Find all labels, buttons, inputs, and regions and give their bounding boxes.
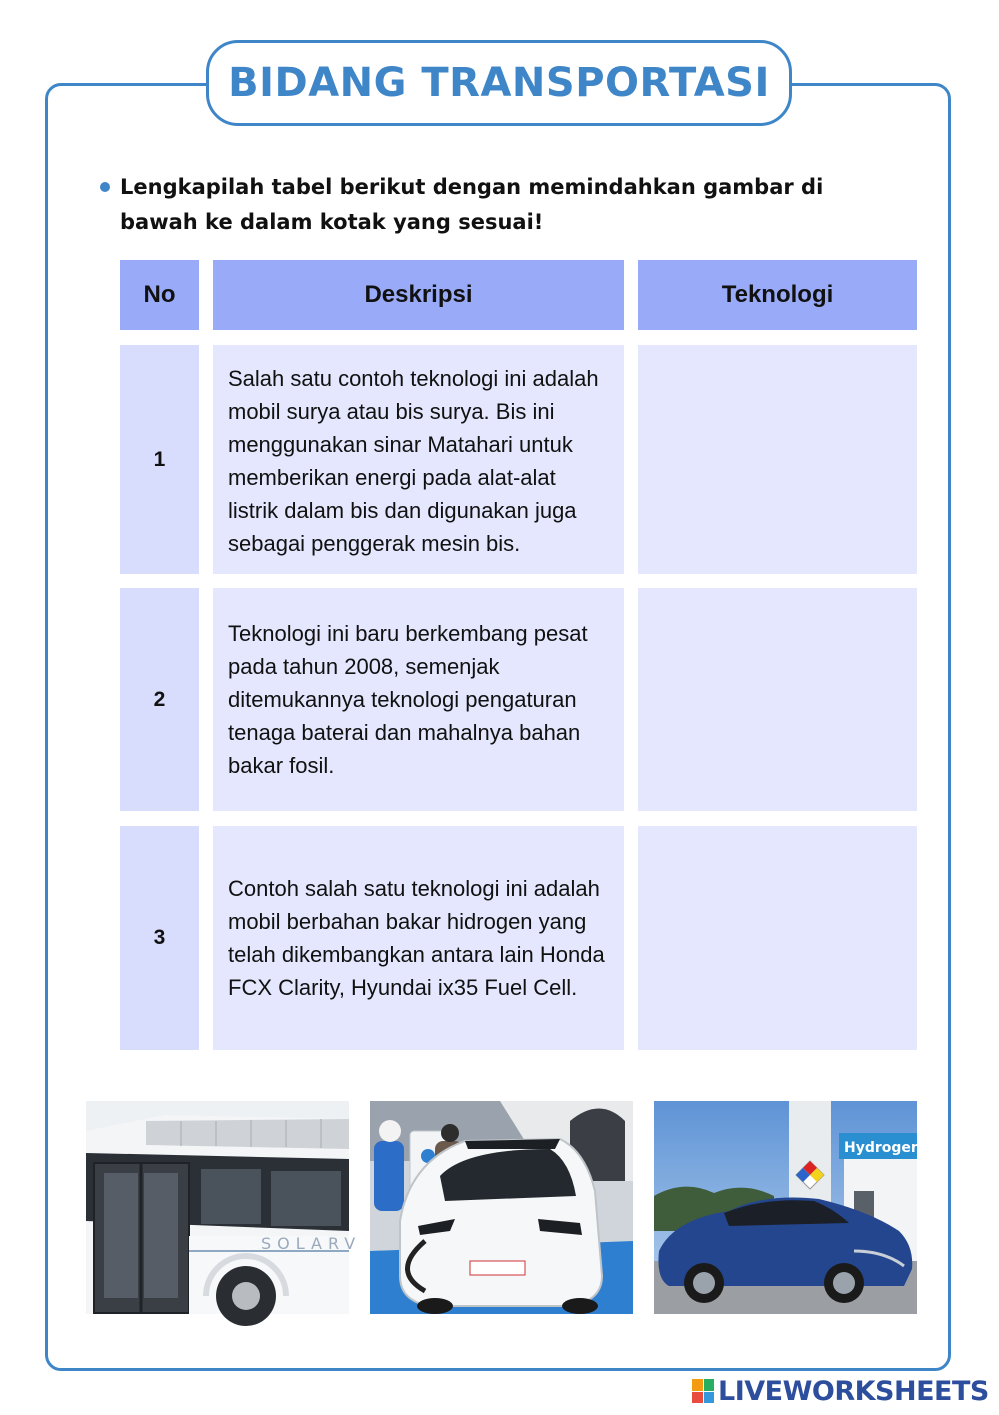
header-description: Deskripsi xyxy=(213,260,624,330)
row-2-description xyxy=(213,588,624,811)
row-1-description-text: Salah satu contoh teknologi ini adalah mobil surya atau bis surya. Bis ini menggunakan sinar Matahari untuk memberikan energi pada alat-alat listrik dalam bis dan digunakan juga sebagai penggerak mesin bis. xyxy=(228,365,599,556)
row-3-technology-dropzone[interactable] xyxy=(638,826,917,1050)
row-3-description-text: Contoh salah satu teknologi ini adalah mobil berbahan bakar hidrogen yang telah dikembangkan antara lain Honda FCX Clarity, Hyundai ix35 Fuel Cell. xyxy=(228,876,605,1000)
solar-bus-text: SOLARV xyxy=(261,1234,362,1253)
liveworksheets-icon xyxy=(692,1379,714,1403)
brand-logo xyxy=(692,1376,989,1406)
row-2-no: 2 xyxy=(120,588,199,811)
row-1-no: 1 xyxy=(120,345,199,574)
electric-car-image[interactable] xyxy=(370,1101,633,1314)
row-2-technology-dropzone[interactable] xyxy=(638,588,917,811)
solar-bus-image[interactable] xyxy=(86,1101,362,1314)
instruction-text: Lengkapilah tabel berikut dengan memindahkan gambar di bawah ke dalam kotak yang sesuai! xyxy=(120,175,824,234)
header-technology: Teknologi xyxy=(638,260,917,330)
row-3-description xyxy=(213,826,624,1050)
page-title: BIDANG TRANSPORTASI xyxy=(206,40,792,126)
bullet-icon xyxy=(100,182,110,192)
brand-name: LIVEWORKSHEETS xyxy=(718,1375,989,1407)
row-3-no: 3 xyxy=(120,826,199,1050)
header-no: No xyxy=(120,260,199,330)
row-1-technology-dropzone[interactable] xyxy=(638,345,917,574)
instruction xyxy=(100,170,900,240)
row-2-description-text: Teknologi ini baru berkembang pesat pada tahun 2008, semenjak ditemukannya teknologi pengaturan tenaga baterai dan mahalnya bahan bakar fosil. xyxy=(228,621,588,778)
hydrogen-sign-text: Hydrogen xyxy=(844,1140,921,1156)
row-1-description xyxy=(213,345,624,574)
hydrogen-car-image[interactable] xyxy=(654,1101,921,1314)
